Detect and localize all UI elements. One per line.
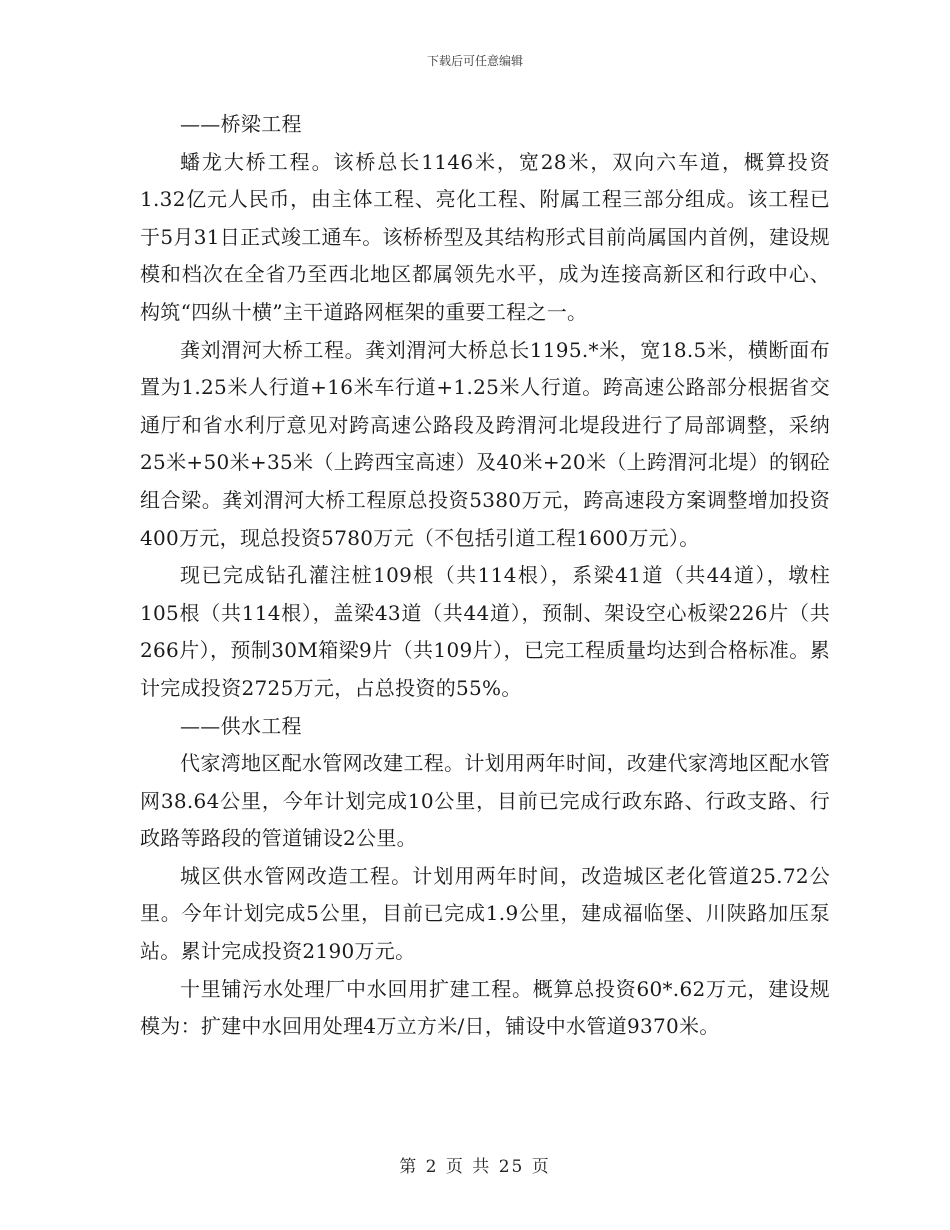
page-number: 第 2 页 共 25 页 bbox=[399, 1157, 551, 1177]
document-body bbox=[140, 106, 830, 1046]
paragraph-shilipu-reuse: 十里铺污水处理厂中水回用扩建工程。概算总投资60*.62万元，建设规模为：扩建中水回用处理4万立方米/日，铺设中水管道9370米。 bbox=[140, 976, 830, 1039]
paragraph-panlong-bridge: 蟠龙大桥工程。该桥总长1146米，宽28米，双向六车道，概算投资1.32亿元人民币，由主体工程、亮化工程、附属工程三部分组成。该工程已于5月31日正式竣工通车。该桥桥型及其结构形式目前尚属国内首例，建设规模和档次在全省乃至西北地区都属领先水平，成为连接高新区和行政中心、构筑“四纵十横”主干道路网框架的重要工程之一。 bbox=[140, 149, 830, 324]
section-heading-water-supply: ——供水工程 bbox=[180, 713, 302, 738]
paragraph-urban-pipe-renovation: 城区供水管网改造工程。计划用两年时间，改造城区老化管道25.72公里。今年计划完成5公里，目前已完成1.9公里，建成福临堡、川陕路加压泵站。累计完成投资2190万元。 bbox=[140, 863, 830, 964]
section-heading-bridges: ——桥梁工程 bbox=[180, 112, 302, 136]
page-header-note: 下载后可任意编辑 bbox=[426, 54, 523, 68]
paragraph-daijiawan-network: 代家湾地区配水管网改建工程。计划用两年时间，改建代家湾地区配水管网38.64公里，今年计划完成10公里，目前已完成行政东路、行政支路、行政路等路段的管道铺设2公里。 bbox=[140, 751, 830, 851]
paragraph-gongliu-bridge: 龚刘渭河大桥工程。龚刘渭河大桥总长1195.*米，宽18.5米，横断面布置为1.25米人行道+16米车行道+1.25米人行道。跨高速公路部分根据省交通厅和省水利厅意见对跨高速公路段及跨渭河北堤段进行了局部调整，采纳25米+50米+35米（上跨西宝高速）及40米+20米（上跨渭河北堤）的钢砼组合梁。龚刘渭河大桥工程原总投资5380万元，跨高速段方案调整增加投资400万元，现总投资5780万元（不包括引道工程1600万元）。 bbox=[140, 337, 830, 550]
paragraph-bridge-progress: 现已完成钻孔灌注桩109根（共114根），系梁41道（共44道），墩柱105根（共114根），盖梁43道（共44道），预制、架设空心板梁226片（共266片），预制30M箱梁9片（共109片），已完工程质量均达到合格标准。累计完成投资2725万元，占总投资的55%。 bbox=[140, 563, 830, 700]
